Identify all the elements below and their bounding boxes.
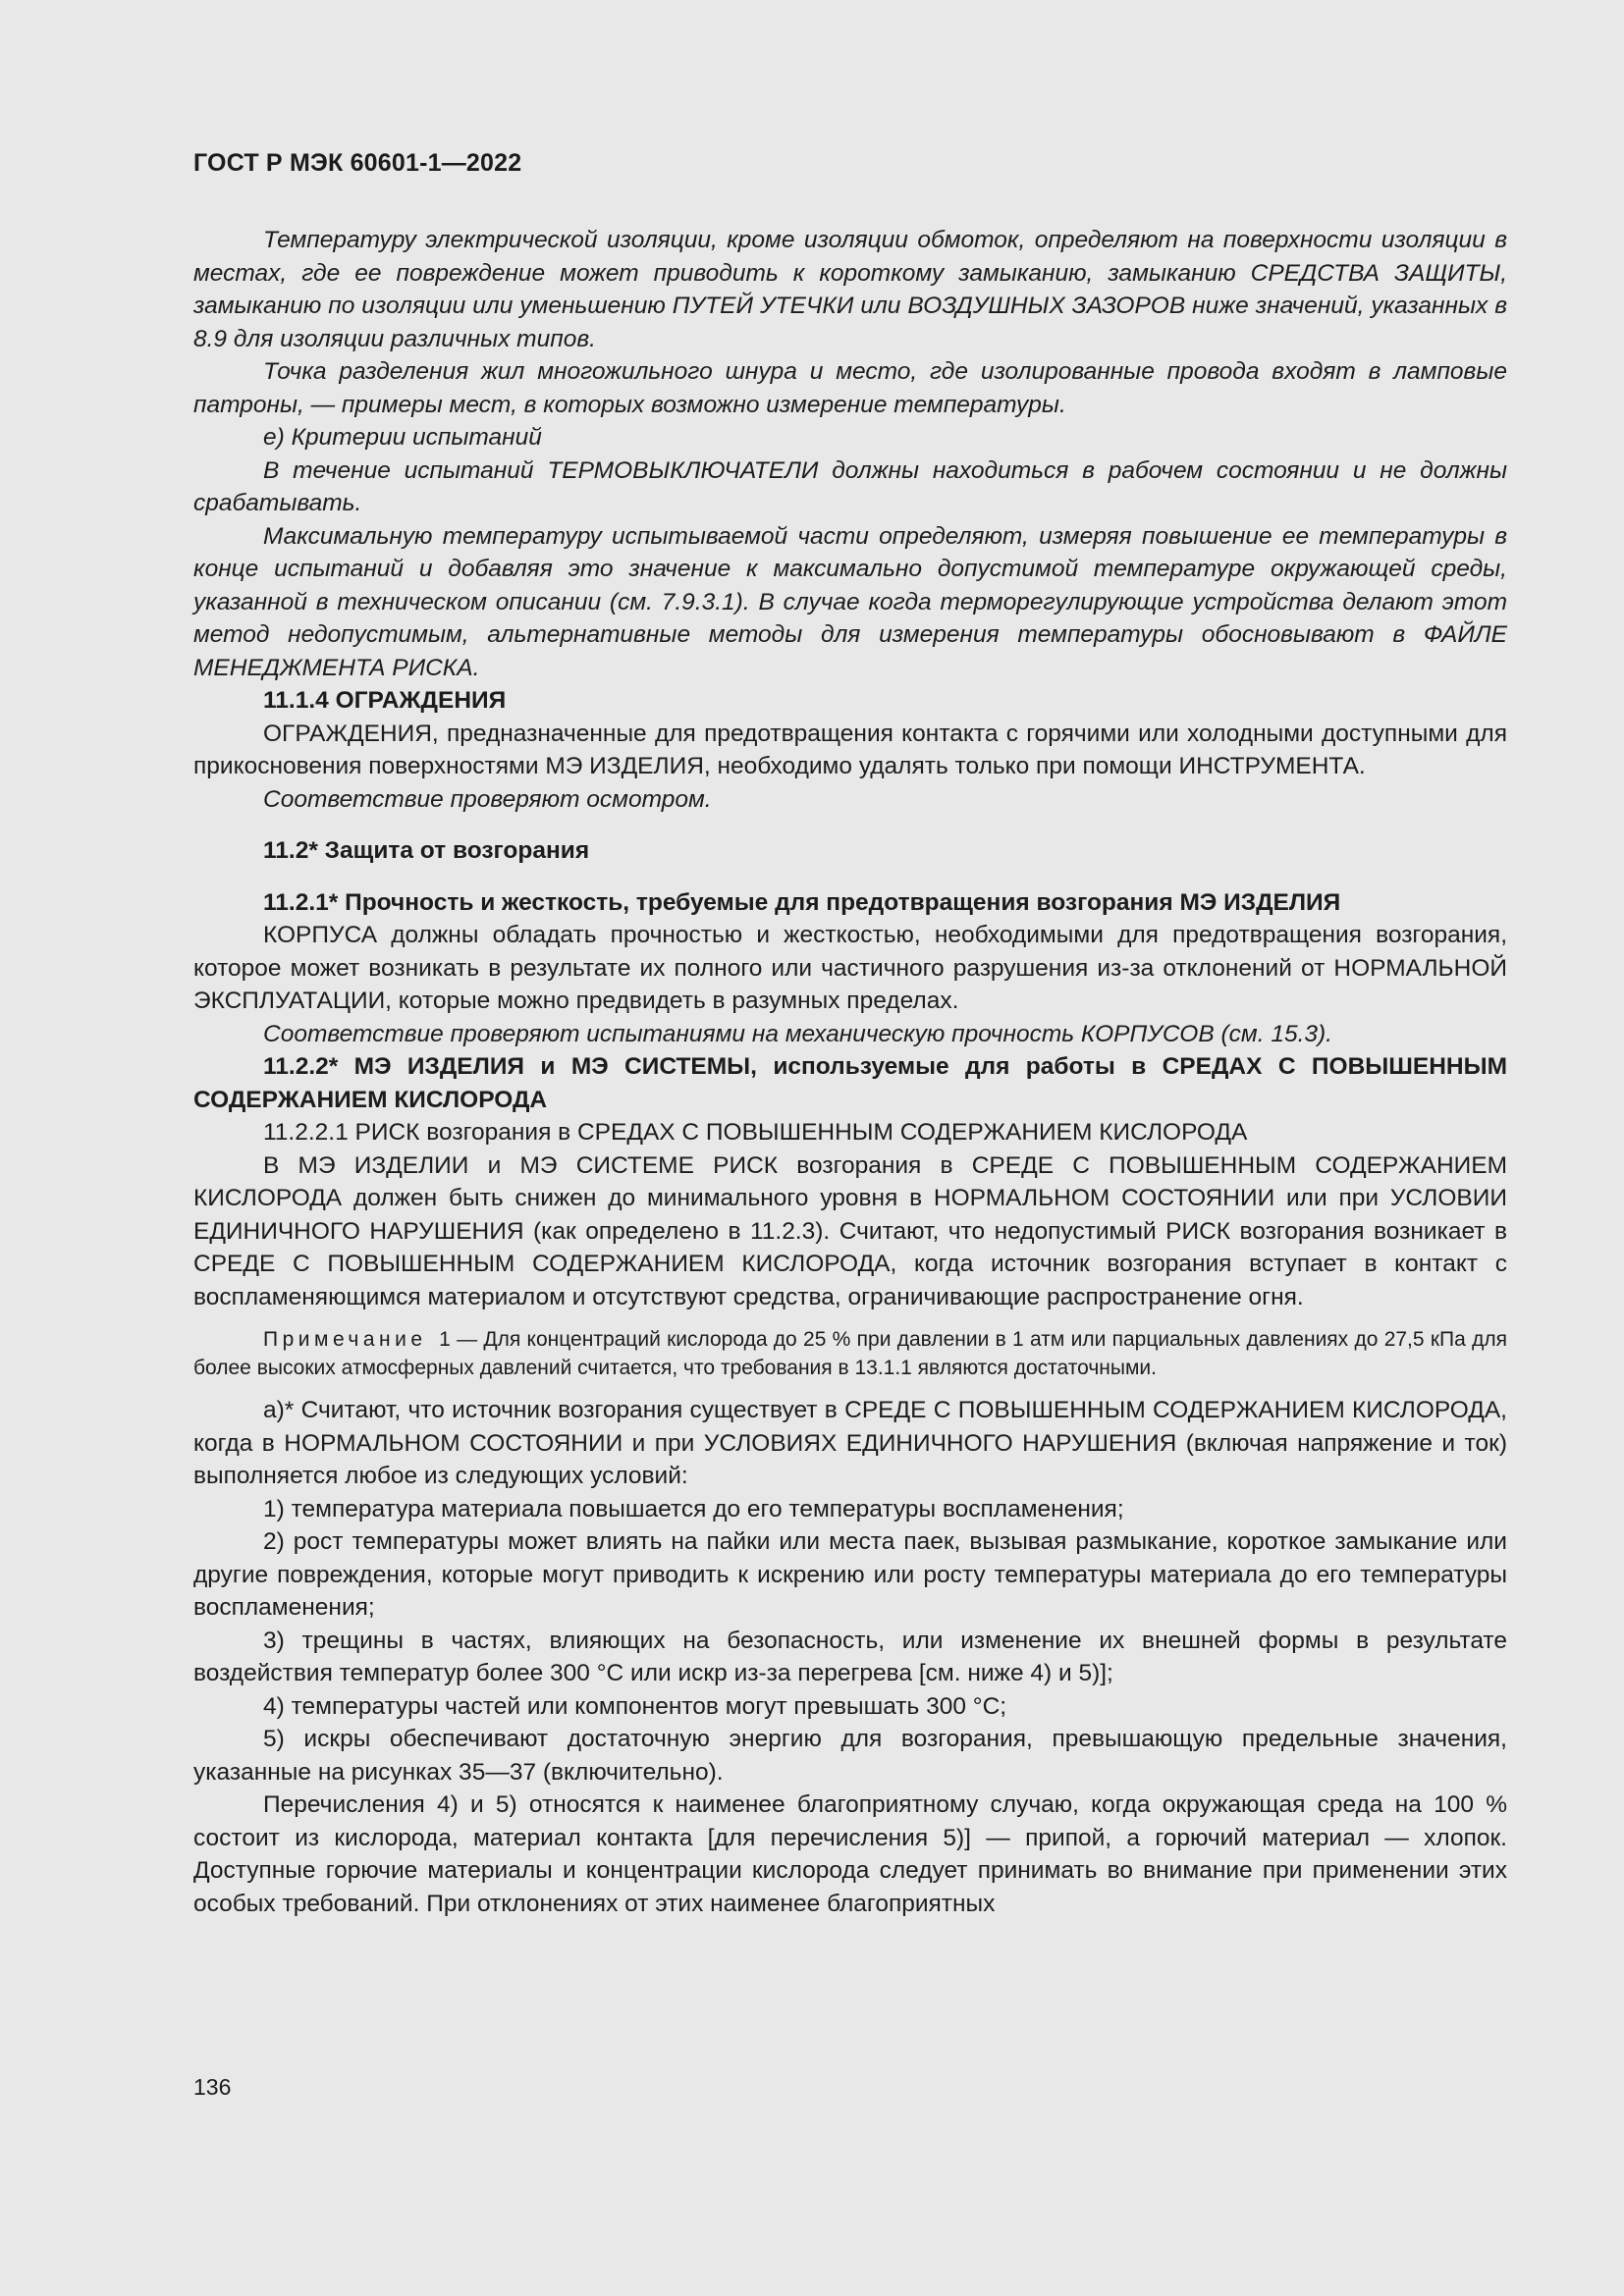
document-header: ГОСТ Р МЭК 60601-1—2022 — [193, 149, 522, 177]
paragraph-max-temperature: Максимальную температуру испытываемой части определяют, измеряя повышение ее температуры в конце испытаний и добавляя это значение к максимально допустимой температуре окружающей среды, указанной в техническом описании (см. 7.9.3.1). В случае когда терморегулирующие устройства делают этот метод недопустимым, альтернативные методы для измерения температуры обосновывают в ФАЙЛЕ МЕНЕДЖМЕНТА РИСКА. — [193, 522, 1507, 681]
subsection-heading-fire-risk: 11.2.2.1 РИСК возгорания в СРЕДАХ С ПОВЫШЕННЫМ СОДЕРЖАНИЕМ КИСЛОРОДА — [263, 1119, 1248, 1146]
condition-4: 4) температуры частей или компонентов могут превышать 300 °С; — [263, 1692, 1007, 1720]
compliance-mechanical-strength: Соответствие проверяют испытаниями на механическую прочность КОРПУСОВ (см. 15.3). — [263, 1020, 1332, 1047]
paragraph-enclosures: КОРПУСА должны обладать прочностью и жесткостью, необходимыми для предотвращения возгорания, которое может возникать в результате их полного или частичного разрушения из-за отклонений от НОРМАЛЬНОЙ ЭКСПЛУАТАЦИИ, которые можно предвидеть в разумных пределах. — [193, 922, 1507, 1014]
condition-2: 2) рост температуры может влиять на пайки или места паек, вызывая размыкание, короткое замыкание или другие повреждения, которые могут приводить к искрению или росту температуры материала до его температуры воспламенения; — [193, 1528, 1507, 1621]
condition-1: 1) температура материала повышается до его температуры воспламенения; — [263, 1495, 1124, 1522]
section-heading-strength-rigidity: 11.2.1* Прочность и жесткость, требуемые для предотвращения возгорания МЭ ИЗДЕЛИЯ — [263, 888, 1341, 916]
document-body — [193, 224, 1507, 1920]
note-oxygen-concentration — [193, 1325, 1507, 1382]
compliance-inspection: Соответствие проверяют осмотром. — [263, 785, 712, 813]
list-item-ignition-source: a)* Считают, что источник возгорания существует в СРЕДЕ С ПОВЫШЕННЫМ СОДЕРЖАНИЕМ КИСЛОРОДА, когда в НОРМАЛЬНОМ СОСТОЯНИИ и при УСЛОВИЯХ ЕДИНИЧНОГО НАРУШЕНИЯ (включая напряжение и ток) выполняется любое из следующих условий: — [193, 1397, 1507, 1489]
paragraph-insulation-temperature: Температуру электрической изоляции, кроме изоляции обмоток, определяют на поверхности изоляции в местах, где ее повреждение может приводить к короткому замыканию, замыканию СРЕДСТВА ЗАЩИТЫ, замыканию по изоляции или уменьшению ПУТЕЙ УТЕЧКИ или ВОЗДУШНЫХ ЗАЗОРОВ ниже значений, указанных в 8.9 для изоляции различных типов. — [193, 227, 1507, 352]
condition-5: 5) искры обеспечивают достаточную энергию для возгорания, превышающую предельные значения, указанные на рисунках 35—37 (включительно). — [193, 1726, 1507, 1786]
paragraph-guards: ОГРАЖДЕНИЯ, предназначенные для предотвращения контакта с горячими или холодными доступными для прикосновения поверхностями МЭ ИЗДЕЛИЯ, необходимо удалять только при помощи ИНСТРУМЕНТА. — [193, 720, 1507, 779]
section-heading-guards: 11.1.4 ОГРАЖДЕНИЯ — [263, 687, 507, 714]
section-heading-oxygen-rich: 11.2.2* МЭ ИЗДЕЛИЯ и МЭ СИСТЕМЫ, используемые для работы в СРЕДАХ С ПОВЫШЕННЫМ СОДЕРЖАНИЕМ КИСЛОРОДА — [193, 1053, 1507, 1113]
paragraph-fire-risk: В МЭ ИЗДЕЛИИ и МЭ СИСТЕМЕ РИСК возгорания в СРЕДЕ С ПОВЫШЕННЫМ СОДЕРЖАНИЕМ КИСЛОРОДА должен быть снижен до минимального уровня в НОРМАЛЬНОМ СОСТОЯНИИ или при УСЛОВИИ ЕДИНИЧНОГО НАРУШЕНИЯ (как определено в 11.2.3). Считают, что недопустимый РИСК возгорания возникает в СРЕДЕ С ПОВЫШЕННЫМ СОДЕРЖАНИЕМ КИСЛОРОДА, когда источник возгорания вступает в контакт с воспламеняющимся материалом и отсутствуют средства, ограничивающие распространение огня. — [193, 1151, 1507, 1310]
paragraph-worst-case: Перечисления 4) и 5) относятся к наименее благоприятному случаю, когда окружающая среда на 100 % состоит из кислорода, материал контакта [для перечисления 5)] — припой, а горючий материал — хлопок. Доступные горючие материалы и концентрации кислорода следует принимать во внимание при применении этих особых требований. При отклонениях от этих наименее благоприятных — [193, 1791, 1507, 1917]
list-item-test-criteria: e) Критерии испытаний — [263, 424, 542, 451]
note-label: Примечание — [263, 1328, 427, 1351]
paragraph-measurement-points: Точка разделения жил многожильного шнура и место, где изолированные провода входят в ламповые патроны, — примеры мест, в которых возможно измерение температуры. — [193, 358, 1507, 418]
page-number: 136 — [193, 2074, 232, 2100]
section-heading-fire-protection: 11.2* Защита от возгорания — [263, 837, 590, 864]
condition-3: 3) трещины в частях, влияющих на безопасность, или изменение их внешней формы в результате воздействия температур более 300 °С или искр из-за перегрева [см. ниже 4) и 5)]; — [193, 1627, 1507, 1686]
note-text: 1 — Для концентраций кислорода до 25 % при давлении в 1 атм или парциальных давлениях до 27,5 кПа для более высоких атмосферных давлений считается, что требования в 13.1.1 являются достаточными. — [193, 1328, 1507, 1379]
paragraph-thermal-cutouts: В течение испытаний ТЕРМОВЫКЛЮЧАТЕЛИ должны находиться в рабочем состоянии и не должны срабатывать. — [193, 456, 1507, 516]
